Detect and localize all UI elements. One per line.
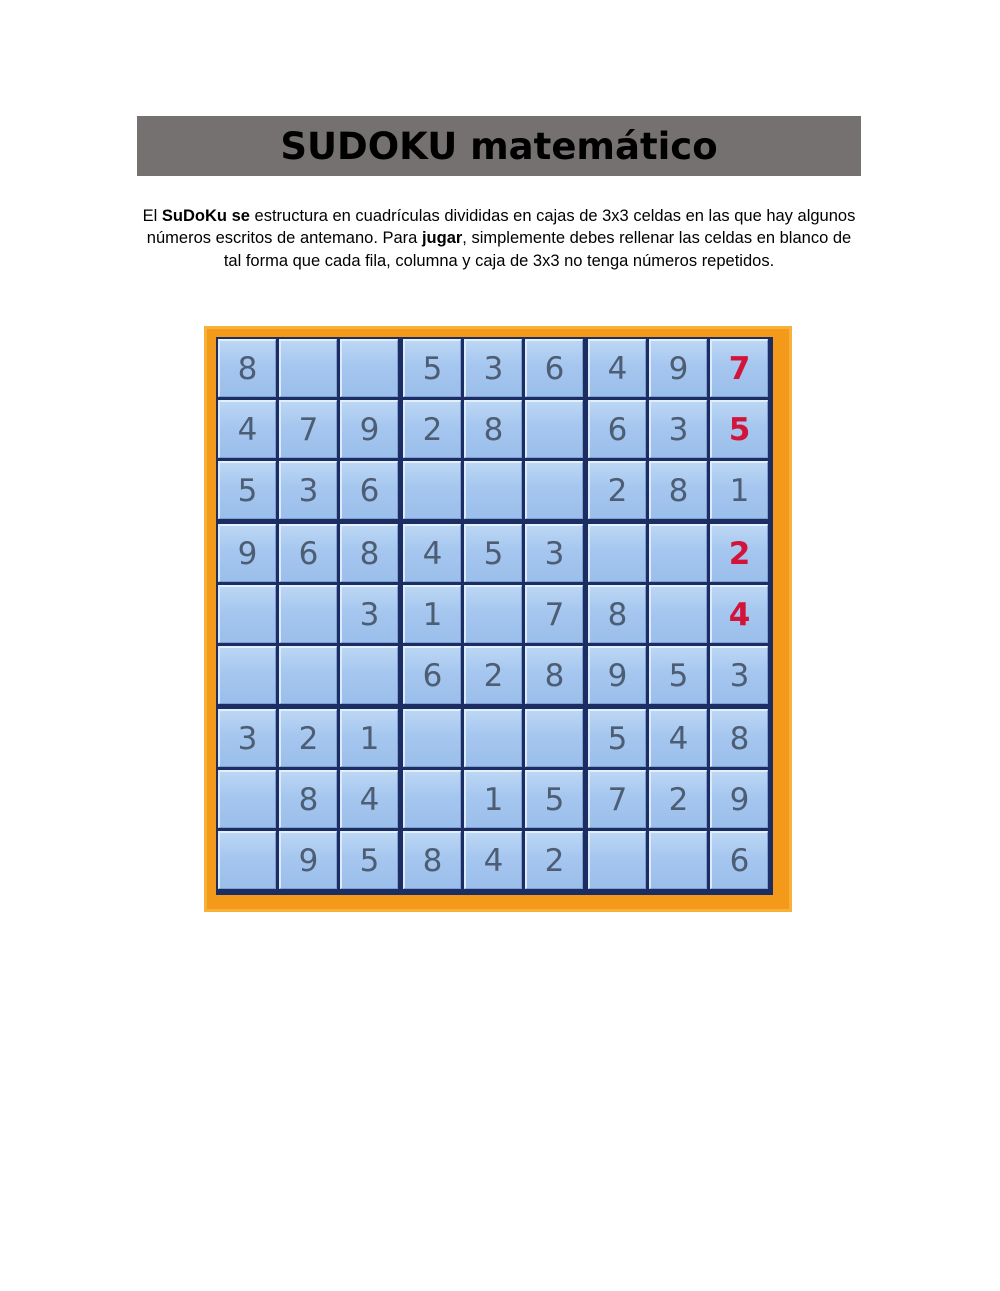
sudoku-cell-empty[interactable] xyxy=(340,646,398,704)
sudoku-cell-empty[interactable] xyxy=(464,461,522,519)
sudoku-cell-given: 7 xyxy=(710,339,768,397)
sudoku-cell-given: 5 xyxy=(403,339,461,397)
sudoku-cell-given: 6 xyxy=(340,461,398,519)
sudoku-cell-given: 8 xyxy=(525,646,583,704)
sudoku-cell-given: 3 xyxy=(464,339,522,397)
sudoku-cell-given: 6 xyxy=(403,646,461,704)
sudoku-cell-given: 1 xyxy=(710,461,768,519)
sudoku-cell-empty[interactable] xyxy=(464,709,522,767)
sudoku-cell-given: 1 xyxy=(340,709,398,767)
intro-bold-jugar: jugar xyxy=(421,229,463,247)
intro-bold-sudoku: SuDoKu se xyxy=(161,206,250,225)
sudoku-cell-given: 2 xyxy=(710,524,768,582)
sudoku-cell-given: 7 xyxy=(525,585,583,643)
sudoku-cell-given: 1 xyxy=(403,585,461,643)
intro-text-2: estructura en cuadrículas divididas en cajas de 3x3 celdas en las que hay algunos números escritos de antemano. Para xyxy=(146,206,856,247)
sudoku-cell-given: 6 xyxy=(279,524,337,582)
intro-text-1: El xyxy=(142,206,162,225)
sudoku-cell-empty[interactable] xyxy=(403,709,461,767)
sudoku-cell-given: 3 xyxy=(279,461,337,519)
sudoku-cell-given: 9 xyxy=(710,770,768,828)
sudoku-cell-given: 1 xyxy=(464,770,522,828)
sudoku-cell-given: 3 xyxy=(340,585,398,643)
sudoku-cell-given: 3 xyxy=(525,524,583,582)
sudoku-cell-given: 9 xyxy=(588,646,646,704)
sudoku-cell-given: 5 xyxy=(588,709,646,767)
intro-paragraph xyxy=(140,205,858,273)
sudoku-cell-given: 5 xyxy=(710,400,768,458)
sudoku-cell-given: 2 xyxy=(403,400,461,458)
sudoku-cell-given: 5 xyxy=(218,461,276,519)
sudoku-cell-given: 9 xyxy=(340,400,398,458)
sudoku-cell-given: 5 xyxy=(340,831,398,889)
sudoku-cell-empty[interactable] xyxy=(525,461,583,519)
sudoku-cell-empty[interactable] xyxy=(649,585,707,643)
sudoku-cell-empty[interactable] xyxy=(218,831,276,889)
sudoku-cell-given: 6 xyxy=(525,339,583,397)
sudoku-cell-given: 4 xyxy=(218,400,276,458)
sudoku-cell-given: 2 xyxy=(649,770,707,828)
sudoku-cell-given: 8 xyxy=(279,770,337,828)
sudoku-cell-given: 7 xyxy=(588,770,646,828)
sudoku-cell-given: 8 xyxy=(710,709,768,767)
sudoku-cell-given: 2 xyxy=(464,646,522,704)
sudoku-cell-empty[interactable] xyxy=(649,524,707,582)
page-title: SUDOKU matemático xyxy=(280,124,718,168)
sudoku-grid xyxy=(216,337,773,895)
sudoku-cell-given: 4 xyxy=(403,524,461,582)
sudoku-cell-given: 2 xyxy=(279,709,337,767)
sudoku-cell-given: 2 xyxy=(588,461,646,519)
sudoku-cell-empty[interactable] xyxy=(218,585,276,643)
sudoku-cell-given: 4 xyxy=(340,770,398,828)
sudoku-cell-empty[interactable] xyxy=(218,770,276,828)
sudoku-cell-given: 9 xyxy=(279,831,337,889)
sudoku-cell-given: 5 xyxy=(649,646,707,704)
sudoku-cell-empty[interactable] xyxy=(403,461,461,519)
sudoku-cell-empty[interactable] xyxy=(649,831,707,889)
sudoku-cell-given: 5 xyxy=(525,770,583,828)
sudoku-cell-empty[interactable] xyxy=(279,646,337,704)
sudoku-cell-given: 3 xyxy=(218,709,276,767)
sudoku-cell-given: 2 xyxy=(525,831,583,889)
sudoku-cell-given: 4 xyxy=(649,709,707,767)
sudoku-cell-empty[interactable] xyxy=(279,585,337,643)
sudoku-cell-given: 3 xyxy=(710,646,768,704)
sudoku-cell-empty[interactable] xyxy=(525,400,583,458)
sudoku-cell-empty[interactable] xyxy=(340,339,398,397)
sudoku-cell-given: 4 xyxy=(710,585,768,643)
sudoku-cell-given: 8 xyxy=(218,339,276,397)
intro-text-3: , simplemente debes rellenar las celdas en blanco de tal forma que cada fila, columna y caja de 3x3 no tenga números repetidos. xyxy=(223,229,852,270)
sudoku-cell-given: 8 xyxy=(649,461,707,519)
sudoku-cell-empty[interactable] xyxy=(279,339,337,397)
sudoku-cell-empty[interactable] xyxy=(403,770,461,828)
sudoku-cell-given: 8 xyxy=(588,585,646,643)
sudoku-cell-given: 7 xyxy=(279,400,337,458)
sudoku-cell-empty[interactable] xyxy=(218,646,276,704)
sudoku-cell-given: 8 xyxy=(340,524,398,582)
sudoku-cell-given: 8 xyxy=(464,400,522,458)
sudoku-cell-empty[interactable] xyxy=(588,524,646,582)
sudoku-cell-given: 9 xyxy=(218,524,276,582)
sudoku-cell-given: 3 xyxy=(649,400,707,458)
sudoku-cell-empty[interactable] xyxy=(525,709,583,767)
sudoku-cell-given: 5 xyxy=(464,524,522,582)
sudoku-cell-given: 4 xyxy=(588,339,646,397)
sudoku-cell-given: 8 xyxy=(403,831,461,889)
sudoku-cell-empty[interactable] xyxy=(588,831,646,889)
sudoku-cell-empty[interactable] xyxy=(464,585,522,643)
sudoku-cell-given: 4 xyxy=(464,831,522,889)
sudoku-cell-given: 6 xyxy=(710,831,768,889)
title-banner xyxy=(137,116,861,176)
sudoku-cell-given: 9 xyxy=(649,339,707,397)
sudoku-cell-given: 6 xyxy=(588,400,646,458)
